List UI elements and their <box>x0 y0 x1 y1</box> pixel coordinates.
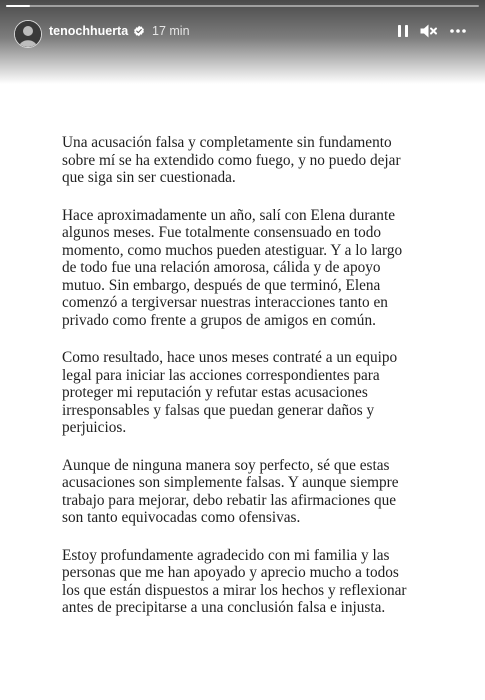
statement-paragraph: Como resultado, hace unos meses contraté a un equipo legal para iniciar las acciones correspondientes para proteger mi reputación y refutar estas acusaciones irresponsables y falsas que puedan generar daños y perjuicios. <box>62 349 398 436</box>
post-time: 17 min <box>152 24 190 38</box>
more-options-icon[interactable] <box>448 21 468 41</box>
speaker-muted-icon[interactable] <box>418 21 438 41</box>
statement-paragraph: Hace aproximadamente un año, salí con Elena durante algunos meses. Fue totalmente consensuado en todo momento, como muchos pueden atestiguar. Y a lo largo de todo fue una relación amorosa, cálida y de apoyo mutuo. Sin embargo, después de que terminó, Elena comenzó a tergiversar nuestras interacciones tanto en privado como frente a grupos de amigos en común. <box>62 206 403 329</box>
pause-icon[interactable] <box>393 21 413 41</box>
profile-photo <box>15 21 41 47</box>
statement-paragraph: Estoy profundamente agradecido con mi familia y las personas que me han apoyado y aprecio mucho a todos los que están dispuestos a mirar los hechos y reflexionar antes de precipitarse a una conclusión falsa e injusta. <box>62 546 407 616</box>
avatar[interactable] <box>14 20 42 48</box>
statement-text <box>62 134 442 637</box>
story-header <box>0 0 485 84</box>
story-progress-bar <box>6 5 479 7</box>
story-progress-fill <box>6 5 30 7</box>
verified-badge-icon <box>133 25 145 37</box>
statement-paragraph: Aunque de ninguna manera soy perfecto, sé que estas acusaciones son simplemente falsas. Y aunque siempre trabajo para mejorar, debo rebatir las afirmaciones que son tanto equivocadas como ofensivas. <box>62 456 399 526</box>
username[interactable]: tenochhuerta <box>49 24 129 38</box>
statement-paragraph: Una acusación falsa y completamente sin fundamento sobre mí se ha extendido como fuego, y no puedo dejar que siga sin ser cuestionada. <box>62 134 401 186</box>
